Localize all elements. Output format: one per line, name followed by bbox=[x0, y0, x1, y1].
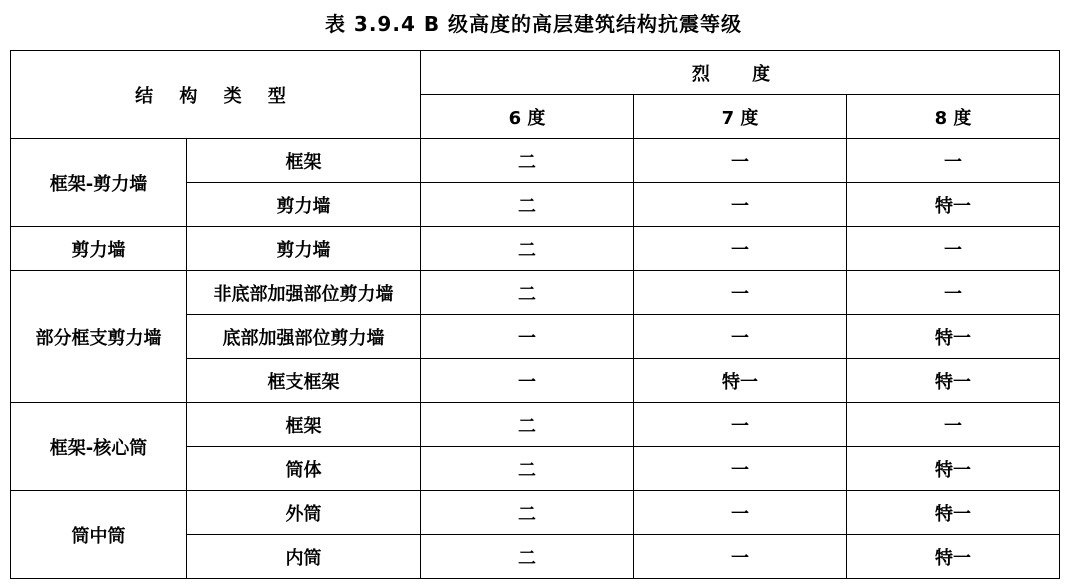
grade-cell: 一 bbox=[847, 139, 1060, 183]
component-cell: 框架 bbox=[187, 139, 421, 183]
table-title: 表 3.9.4 B 级高度的高层建筑结构抗震等级 bbox=[324, 12, 743, 36]
grade-cell: 二 bbox=[421, 227, 634, 271]
grade-cell: 一 bbox=[421, 315, 634, 359]
grade-cell: 一 bbox=[847, 227, 1060, 271]
grade-cell: 一 bbox=[634, 139, 847, 183]
grade-cell: 一 bbox=[847, 403, 1060, 447]
grade-cell: 二 bbox=[421, 271, 634, 315]
grade-cell: 特一 bbox=[847, 535, 1060, 579]
grade-cell: 一 bbox=[634, 315, 847, 359]
structure-group-cell: 框架-核心筒 bbox=[11, 403, 187, 491]
grade-cell: 特一 bbox=[847, 183, 1060, 227]
grade-cell: 一 bbox=[634, 271, 847, 315]
table-row bbox=[11, 271, 1060, 315]
grade-cell: 二 bbox=[421, 139, 634, 183]
grade-cell: 特一 bbox=[634, 359, 847, 403]
grade-cell: 一 bbox=[634, 535, 847, 579]
component-cell: 内筒 bbox=[187, 535, 421, 579]
component-cell: 外筒 bbox=[187, 491, 421, 535]
grade-cell: 一 bbox=[847, 271, 1060, 315]
grade-cell: 一 bbox=[634, 447, 847, 491]
header-row-1 bbox=[11, 51, 1060, 95]
intensity-header: 烈 度 bbox=[421, 51, 1060, 95]
grade-cell: 二 bbox=[421, 491, 634, 535]
grade-cell: 特一 bbox=[847, 447, 1060, 491]
grade-cell: 一 bbox=[634, 183, 847, 227]
table-row bbox=[11, 491, 1060, 535]
grade-cell: 一 bbox=[634, 491, 847, 535]
grade-cell: 一 bbox=[421, 359, 634, 403]
structure-type-header: 结 构 类 型 bbox=[11, 51, 421, 139]
component-cell: 剪力墙 bbox=[187, 183, 421, 227]
component-cell: 底部加强部位剪力墙 bbox=[187, 315, 421, 359]
structure-group-cell: 框架-剪力墙 bbox=[11, 139, 187, 227]
component-cell: 框支框架 bbox=[187, 359, 421, 403]
grade-cell: 二 bbox=[421, 403, 634, 447]
degree-header-8: 8 度 bbox=[847, 95, 1060, 139]
table-row bbox=[11, 227, 1060, 271]
grade-cell: 二 bbox=[421, 535, 634, 579]
degree-header-6: 6 度 bbox=[421, 95, 634, 139]
degree-header-7: 7 度 bbox=[634, 95, 847, 139]
grade-cell: 特一 bbox=[847, 491, 1060, 535]
component-cell: 非底部加强部位剪力墙 bbox=[187, 271, 421, 315]
grade-cell: 特一 bbox=[847, 359, 1060, 403]
grade-cell: 二 bbox=[421, 183, 634, 227]
table-row bbox=[11, 403, 1060, 447]
grade-cell: 二 bbox=[421, 447, 634, 491]
component-cell: 剪力墙 bbox=[187, 227, 421, 271]
table-row bbox=[11, 139, 1060, 183]
grade-cell: 特一 bbox=[847, 315, 1060, 359]
grade-cell: 一 bbox=[634, 403, 847, 447]
structure-group-cell: 筒中筒 bbox=[11, 491, 187, 579]
grade-cell: 一 bbox=[634, 227, 847, 271]
component-cell: 筒体 bbox=[187, 447, 421, 491]
component-cell: 框架 bbox=[187, 403, 421, 447]
structure-group-cell: 部分框支剪力墙 bbox=[11, 271, 187, 403]
structure-group-cell: 剪力墙 bbox=[11, 227, 187, 271]
seismic-grade-table bbox=[10, 50, 1060, 579]
